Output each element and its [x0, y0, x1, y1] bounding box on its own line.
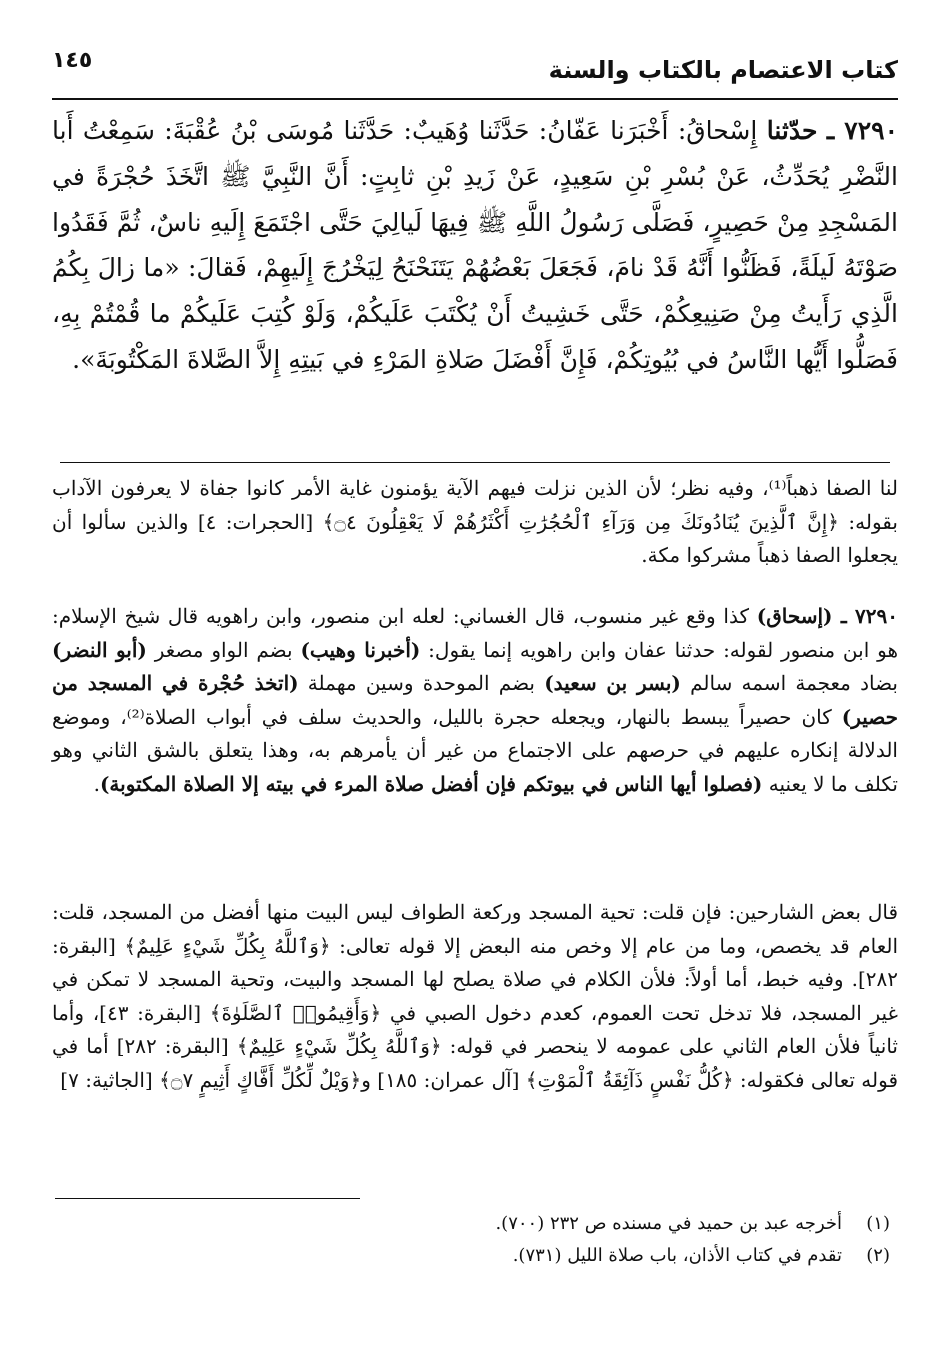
header-rule — [52, 98, 898, 100]
commentary-paragraph-3: قال بعض الشارحين: فإن قلت: تحية المسجد وركعة الطواف ليس البيت منها أفضل من المسجد، قلت: العام قد يخصص، وما من عام إلا وخص منه البعض إلا قوله تعالى: ﴿وَٱللَّهُ بِكُلِّ شَيْءٍ عَلِيمٌ﴾ [البقرة: ٢٨٢]. وفيه خبط، أما أولاً: فلأن الكلام في صلاة يصلح لها المسجد والبيت، وتحية المسجد لا تمكن في غير المسجد، فلا تدخل تحت العموم، كعدم دخول الصبي في ﴿وَأَقِيمُوا۟ ٱلصَّلَوٰةَ﴾ [البقرة: ٤٣]، وأما ثانياً فلأن العام الثاني على عمومه لا ينحصر في قوله: ﴿وَٱللَّهُ بِكُلِّ شَيْءٍ عَلِيمٌ﴾ [البقرة: ٢٨٢] أما في قوله تعالى فكقوله: ﴿كُلُّ نَفْسٍ ذَآئِقَةُ ٱلْمَوْتِ﴾ [آل عمران: ١٨٥] و﴿وَيْلٌ لِّكُلِّ أَفَّاكٍ أَثِيمٍ ۝٧﴾ [الجاثية: ٧] — [52, 900, 899, 1092]
commentary-paragraph-2 — [52, 600, 898, 802]
quoted-phrase: (فصلوا أيها الناس في بيوتكم فإن أفضل صلاة المرء في بيته إلا الصلاة المكتوبة) — [99, 771, 763, 796]
hadith-text — [52, 108, 898, 383]
page-number: ١٤٥ — [52, 48, 93, 73]
commentary-paragraph-1: لنا الصفا ذهباً⁽¹⁾، وفيه نظر؛ لأن الذين نزلت فيهم الآية يؤمنون غاية الأمر كانوا جفاة لا يعرفون الآداب بقوله: ﴿إِنَّ ٱلَّذِينَ يُنَادُونَكَ مِن وَرَآءِ ٱلْحُجُرَٰتِ أَكْثَرُهُمْ لَا يَعْقِلُونَ ۝٤﴾ [الحجرات: ٤] والذين سألوا أن يجعلوا الصفا ذهباً مشركوا مكة. — [52, 476, 898, 568]
running-header — [52, 40, 898, 98]
commentary-text: كذا وقع غير منسوب، قال الغساني: لعله ابن منصور، وابن راهويه قال شيخ الإسلام: هو ابن منصور لقوله: حدثنا عفان وابن راهويه إنما يقول: — [52, 604, 898, 662]
book-title: كتاب الاعتصام بالكتاب والسنة — [548, 56, 898, 84]
quoted-phrase: (بسر بن سعيد) — [544, 671, 681, 696]
quoted-phrase: (اتخذ حُجْرة في المسجد من حصير) — [52, 671, 898, 729]
footnotes — [52, 1208, 890, 1272]
commentary-text: بضم الواو مصغر — [146, 637, 301, 662]
footnote — [52, 1240, 890, 1272]
footnote-text: تقدم في كتاب الأذان، باب صلاة الليل (٧٣١). — [512, 1245, 842, 1266]
commentary-text: بضم الموحدة وسين مهملة — [298, 671, 545, 696]
commentary-text: كان حصيراً يبسط بالنهار، ويجعله حجرة بالليل، والحديث سلف في أبواب الصلاة⁽²⁾، وموضع الدلالة إنكاره عليهم في حرصهم على الاجتماع من غير أن يأمرهم به، وهذا يتعلق بالشق الثاني وهو تكلف ما لا يعنيه — [52, 704, 898, 796]
footnote-rule — [55, 1198, 360, 1199]
hadith-intro: حدّثنا — [766, 116, 818, 145]
commentary-hadith-ref: ٧٢٩٠ ـ (إسحاق) — [756, 604, 898, 628]
quoted-phrase: (أخبرنا وهيب) — [300, 637, 421, 662]
footnote-number: (٢) — [866, 1245, 890, 1266]
hadith-number: ٧٢٩٠ ـ — [826, 116, 898, 145]
footnote — [52, 1208, 890, 1240]
footnote-number: (١) — [866, 1213, 890, 1234]
commentary-text: . — [93, 771, 100, 796]
footnote-text: أخرجه عبد بن حميد في مسنده ص ٢٣٢ (٧٠٠). — [495, 1213, 842, 1234]
commentary-text: بضاد معجمة اسمه سالم — [680, 671, 898, 696]
hadith-body: إِسْحاقُ: أَخْبَرَنا عَفّانُ: حَدَّثَنا وُهَيبٌ: حَدَّثَنا مُوسَى بْنُ عُقْبَةَ: سَمِعْتُ أَبا النَّضْرِ يُحَدِّثُ، عَنْ بُسْرِ بْنِ سَعِيدٍ، عَنْ زَيدِ بْنِ ثابِتٍ: أَنَّ النَّبِيَّ ﷺ اتَّخَذَ حُجْرَةً في المَسْجِدِ مِنْ حَصِيرٍ، فَصَلَّى رَسُولُ اللَّهِ ﷺ فِيهَا لَيالِيَ حَتَّى اجْتَمَعَ إِلَيهِ ناسٌ، ثُمَّ فَقَدُوا صَوْتَهُ لَيلَةً، فَظَنُّوا أَنَّهُ قَدْ نامَ، فَجَعَلَ بَعْضُهُمْ يَتَنَحْنَحُ لِيَخْرُجَ إِلَيهِمْ، فَقالَ: «ما زالَ بِكُمُ الَّذِي رَأَيتُ مِنْ صَنِيعِكُمْ، حَتَّى خَشِيتُ أَنْ يُكْتَبَ عَلَيكُمْ، وَلَوْ كُتِبَ عَلَيكُمْ ما قُمْتُمْ بِهِ، فَصَلُّوا أَيُّها النَّاسُ في بُيُوتِكُمْ، فَإِنَّ أَفْضَلَ صَلاةِ المَرْءِ في بَيتِهِ إِلاَّ الصَّلاةَ المَكْتُوبَةَ». — [52, 116, 898, 374]
quoted-phrase: (أبو النضر) — [52, 637, 147, 662]
section-divider — [60, 462, 890, 463]
